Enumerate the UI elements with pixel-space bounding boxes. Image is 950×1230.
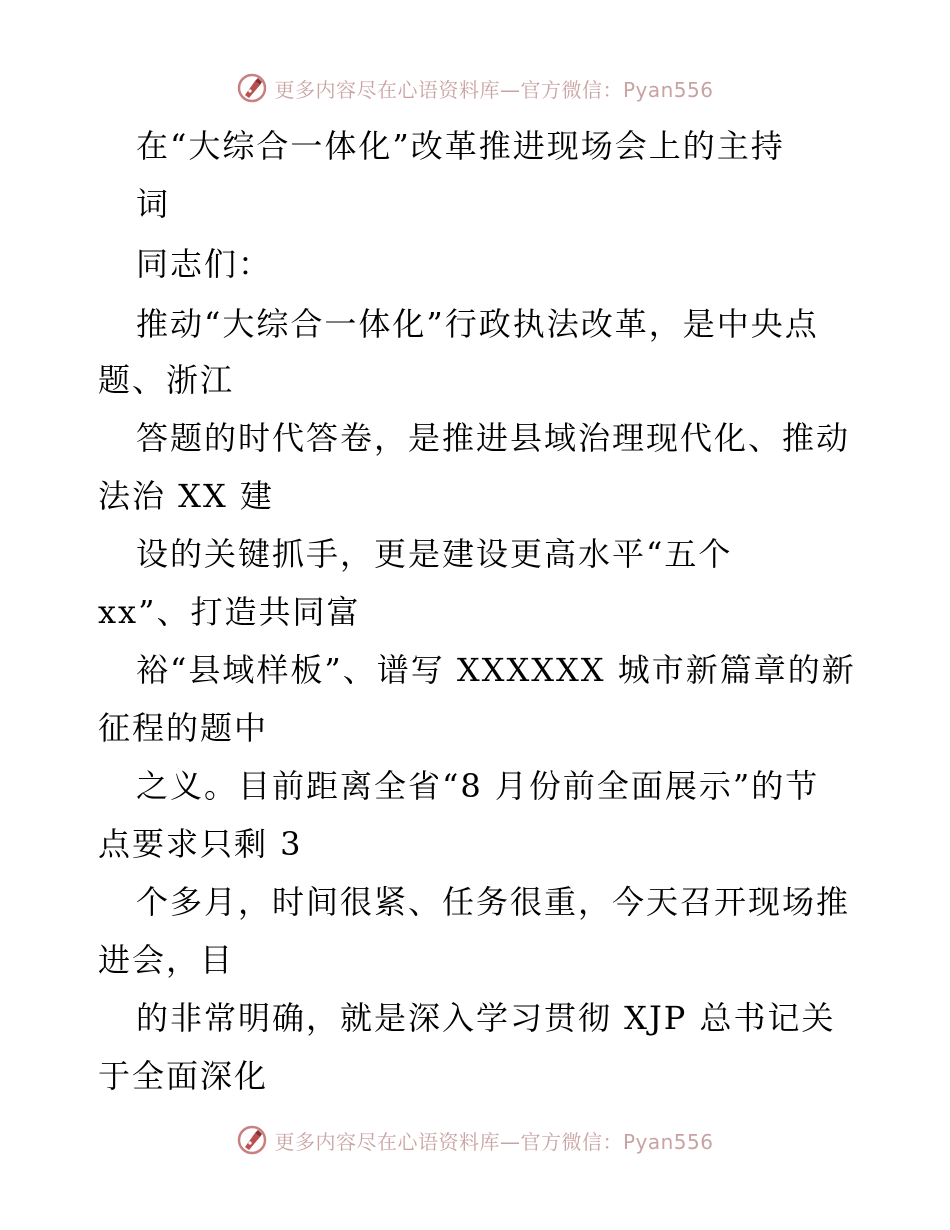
- salutation: 同志们：: [136, 245, 273, 283]
- paragraph-line: 答题的时代答卷，是推进县域治理现代化、推动: [136, 419, 851, 457]
- watermark-group: [236, 1124, 713, 1156]
- paragraph-line: 法治 XX 建: [98, 477, 274, 515]
- paragraph-line: 设的关键抓手，更是建设更高水平“五个: [136, 535, 733, 573]
- paragraph-line: 裕“县域样板”、谱写 XXXXXX 城市新篇章的新: [136, 651, 856, 689]
- watermark-text: 更多内容尽在心语资料库—官方微信：Pyan556: [274, 77, 714, 102]
- footer-watermark: [0, 1120, 950, 1160]
- watermark-text: 更多内容尽在心语资料库—官方微信：Pyan556: [274, 1129, 714, 1154]
- paragraph-line: 之义。目前距离全省“8 月份前全面展示”的节: [136, 767, 820, 805]
- paragraph-line: xx”、打造共同富: [98, 593, 361, 631]
- title-line-1: 在“大综合一体化”改革推进现场会上的主持: [136, 127, 785, 165]
- pen-nib-logo-icon: [236, 1124, 268, 1156]
- paragraph-line: 征程的题中: [98, 709, 269, 747]
- paragraph-line: 个多月，时间很紧、任务很重，今天召开现场推: [136, 883, 851, 921]
- paragraph-line: 的非常明确，就是深入学习贯彻 XJP 总书记关: [136, 999, 836, 1037]
- paragraph-line: 进会，目: [98, 941, 235, 979]
- paragraph-line: 题、浙江: [98, 361, 235, 399]
- paragraph-line: 推动“大综合一体化”行政执法改革，是中央点: [136, 305, 819, 343]
- paragraph-line: 点要求只剩 3: [98, 825, 303, 863]
- paragraph-line: 于全面深化: [98, 1057, 269, 1095]
- title-line-2: 词: [136, 185, 171, 223]
